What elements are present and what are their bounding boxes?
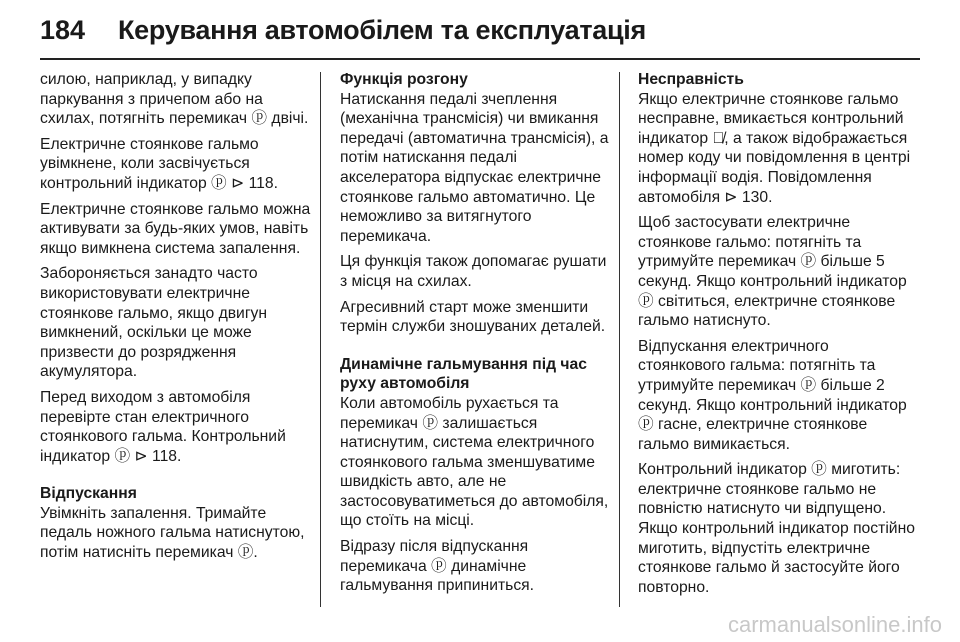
paragraph: Забороняється занадто часто використовувати електричне стоянкове гальмо, якщо двигун вимкнений, оскільки це може призвести до розрядження акумулятора. — [40, 265, 268, 381]
paragraph: Агресивний старт може зменшити термін служби зношуваних деталей. — [340, 298, 606, 336]
page-title: Керування автомобілем та експлуатація — [118, 14, 646, 45]
paragraph: Щоб застосувати електричне стоянкове гальмо: потягніть та утримуйте перемикач ⓟ більше 5 секунд. Якщо контрольний індикатор ⓟ світиться, електричне стоянкове гальмо натиснуто. — [638, 214, 907, 330]
paragraph: силою, наприклад, у випадку паркування з причепом або на схилах, потягніть перемикач ⓟ двічі. — [40, 71, 309, 128]
section-heading: Несправність — [638, 71, 744, 88]
paragraph: Коли автомобіль рухається та перемикач ⓟ залишається натиснутим, система електричного стоянкового гальма зменшуватиме швидкість авто, але не застосовуватиметься до автомобіля, що стоїть на місці. — [340, 394, 609, 530]
section-heading: Функція розгону — [340, 71, 468, 88]
paragraph: Відразу після відпускання перемикача ⓟ динамічне гальмування припиниться. — [340, 538, 535, 595]
section-heading: Відпускання — [40, 485, 137, 503]
page-number: 184 — [40, 14, 86, 45]
text-column-1 — [40, 70, 312, 569]
paragraph: Контрольний індикатор ⓟ миготить: електричне стоянкове гальмо не повністю натиснуто чи відпущено. Якщо контрольний індикатор постійно миготить, відпустіть електричне стоянкове гальмо й застосуйте його повторно. — [638, 461, 915, 596]
paragraph: Увімкніть запалення. Тримайте педаль ножного гальма натиснутою, потім натисніть перемикач ⓟ. — [40, 504, 305, 562]
header-rule — [40, 58, 920, 60]
paragraph: Відпускання електричного стоянкового гальма: потягніть та утримуйте перемикач ⓟ більше 2 секунд. Якщо контрольний індикатор ⓟ гасне, електричне стоянкове гальмо вимикається. — [638, 337, 907, 453]
paragraph: Якщо електричне стоянкове гальмо несправне, вмикається контрольний індикатор ⓟ̸, а також відображається номер коду чи повідомлення в центрі інформації водія. Повідомлення автомобіля ⊳ 130. — [638, 90, 911, 206]
column-divider — [320, 72, 321, 607]
paragraph: Електричне стоянкове гальмо увімкнене, коли засвічується контрольний індикатор ⓟ ⊳ 118. — [40, 135, 278, 192]
paragraph: Перед виходом з автомобіля перевірте стан електричного стоянкового гальма. Контрольний індикатор ⓟ ⊳ 118. — [40, 388, 286, 465]
column-divider — [619, 72, 620, 607]
text-column-2 — [340, 70, 612, 602]
page-header — [40, 10, 646, 50]
section-heading: Динамічне гальмування під час руху автомобіля — [340, 355, 587, 393]
watermark: carmanualsonline.info — [727, 612, 942, 637]
paragraph: Натискання педалі зчеплення (механічна трансмісія) чи вмикання передачі (автоматична трансмісія), а потім натискання педалі акселератора відпускає електричне стоянкове гальмо автоматично. Це неможливо за витягнутого перемикача. — [340, 90, 609, 245]
paragraph: Ця функція також допомагає рушати з місця на схилах. — [340, 253, 607, 290]
paragraph: Електричне стоянкове гальмо можна активувати за будь-яких умов, навіть якщо вимкнена система запалення. — [40, 200, 311, 257]
text-column-3 — [638, 70, 920, 603]
